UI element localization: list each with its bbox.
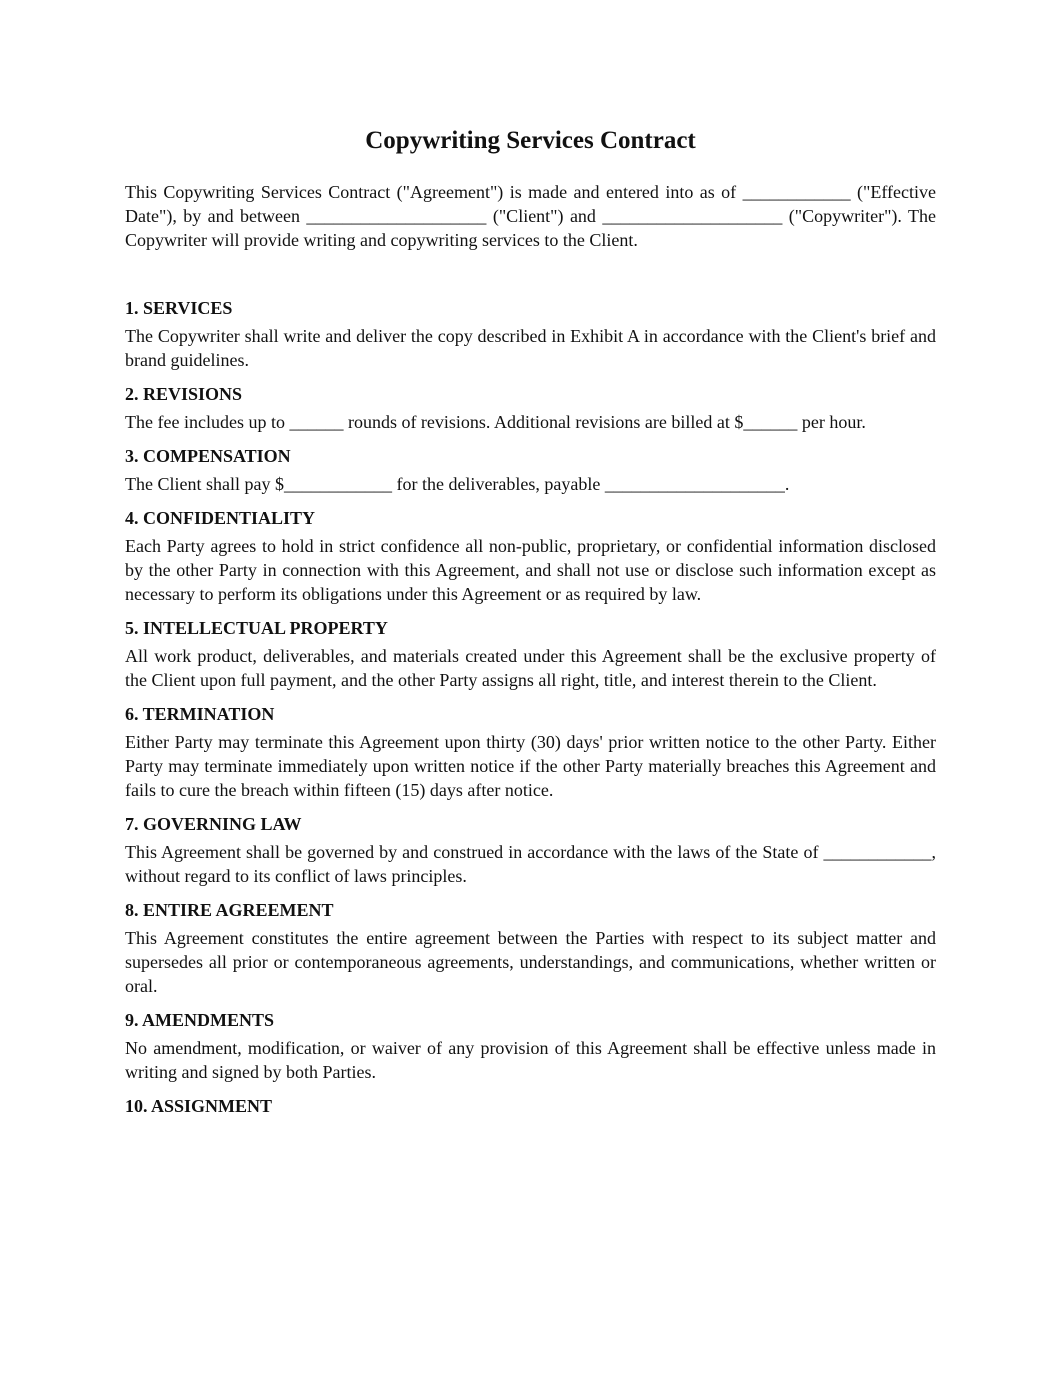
section-heading: 9. AMENDMENTS — [125, 1010, 275, 1030]
section-heading: 2. REVISIONS — [125, 384, 243, 404]
section-amendments — [125, 1008, 936, 1084]
section-body: No amendment, modification, or waiver of any provision of this Agreement shall be effective unless made in writing and signed by both Parties. — [125, 1038, 936, 1082]
section-heading: 3. COMPENSATION — [125, 446, 291, 466]
section-revisions — [125, 382, 936, 434]
section-body: Either Party may terminate this Agreement upon thirty (30) days' prior written notice to the other Party. Either Party may terminate immediately upon written notice if the other Party materially breaches this Agreement and fails to cure the breach within fifteen (15) days after notice. — [125, 732, 936, 800]
document-title: Copywriting Services Contract — [365, 127, 696, 154]
section-body: This Agreement constitutes the entire agreement between the Parties with respect to its subject matter and supersedes all prior or contemporaneous agreements, understandings, and communications, whether written or oral. — [125, 928, 936, 996]
section-compensation — [125, 444, 936, 496]
document-page — [125, 124, 936, 1128]
section-confidentiality — [125, 506, 936, 606]
section-heading: 10. ASSIGNMENT — [125, 1096, 273, 1116]
section-heading: 1. SERVICES — [125, 298, 233, 318]
section-body: The Copywriter shall write and deliver the copy described in Exhibit A in accordance with the Client's brief and brand guidelines. — [125, 326, 936, 370]
section-termination — [125, 702, 936, 802]
section-body: This Agreement shall be governed by and construed in accordance with the laws of the State of ____________, without regard to its conflict of laws principles. — [125, 842, 936, 886]
section-heading: 4. CONFIDENTIALITY — [125, 508, 316, 528]
section-heading: 7. GOVERNING LAW — [125, 814, 302, 834]
section-body: All work product, deliverables, and materials created under this Agreement shall be the exclusive property of the Client upon full payment, and the other Party assigns all right, title, and interest therein to the Client. — [125, 646, 936, 690]
section-body: The Client shall pay $____________ for the deliverables, payable ____________________. — [125, 474, 790, 494]
section-assignment — [125, 1094, 936, 1118]
intro-paragraph: This Copywriting Services Contract ("Agreement") is made and entered into as of ____________ ("Effective Date"), by and between ____________________ ("Client") and ____________________ ("Copywriter"). The Copywriter will provide writing and copywriting services to the Client. — [125, 182, 936, 250]
section-services — [125, 296, 936, 372]
section-heading: 8. ENTIRE AGREEMENT — [125, 900, 334, 920]
section-body: Each Party agrees to hold in strict confidence all non-public, proprietary, or confidential information disclosed by the other Party in connection with this Agreement, and shall not use or disclose such information except as necessary to perform its obligations under this Agreement or as required by law. — [125, 536, 936, 604]
section-entire-agreement — [125, 898, 936, 998]
section-body: The fee includes up to ______ rounds of revisions. Additional revisions are billed at $______ per hour. — [125, 412, 866, 432]
section-heading: 6. TERMINATION — [125, 704, 275, 724]
section-governing-law — [125, 812, 936, 888]
section-heading: 5. INTELLECTUAL PROPERTY — [125, 618, 388, 638]
section-intellectual-property — [125, 616, 936, 692]
